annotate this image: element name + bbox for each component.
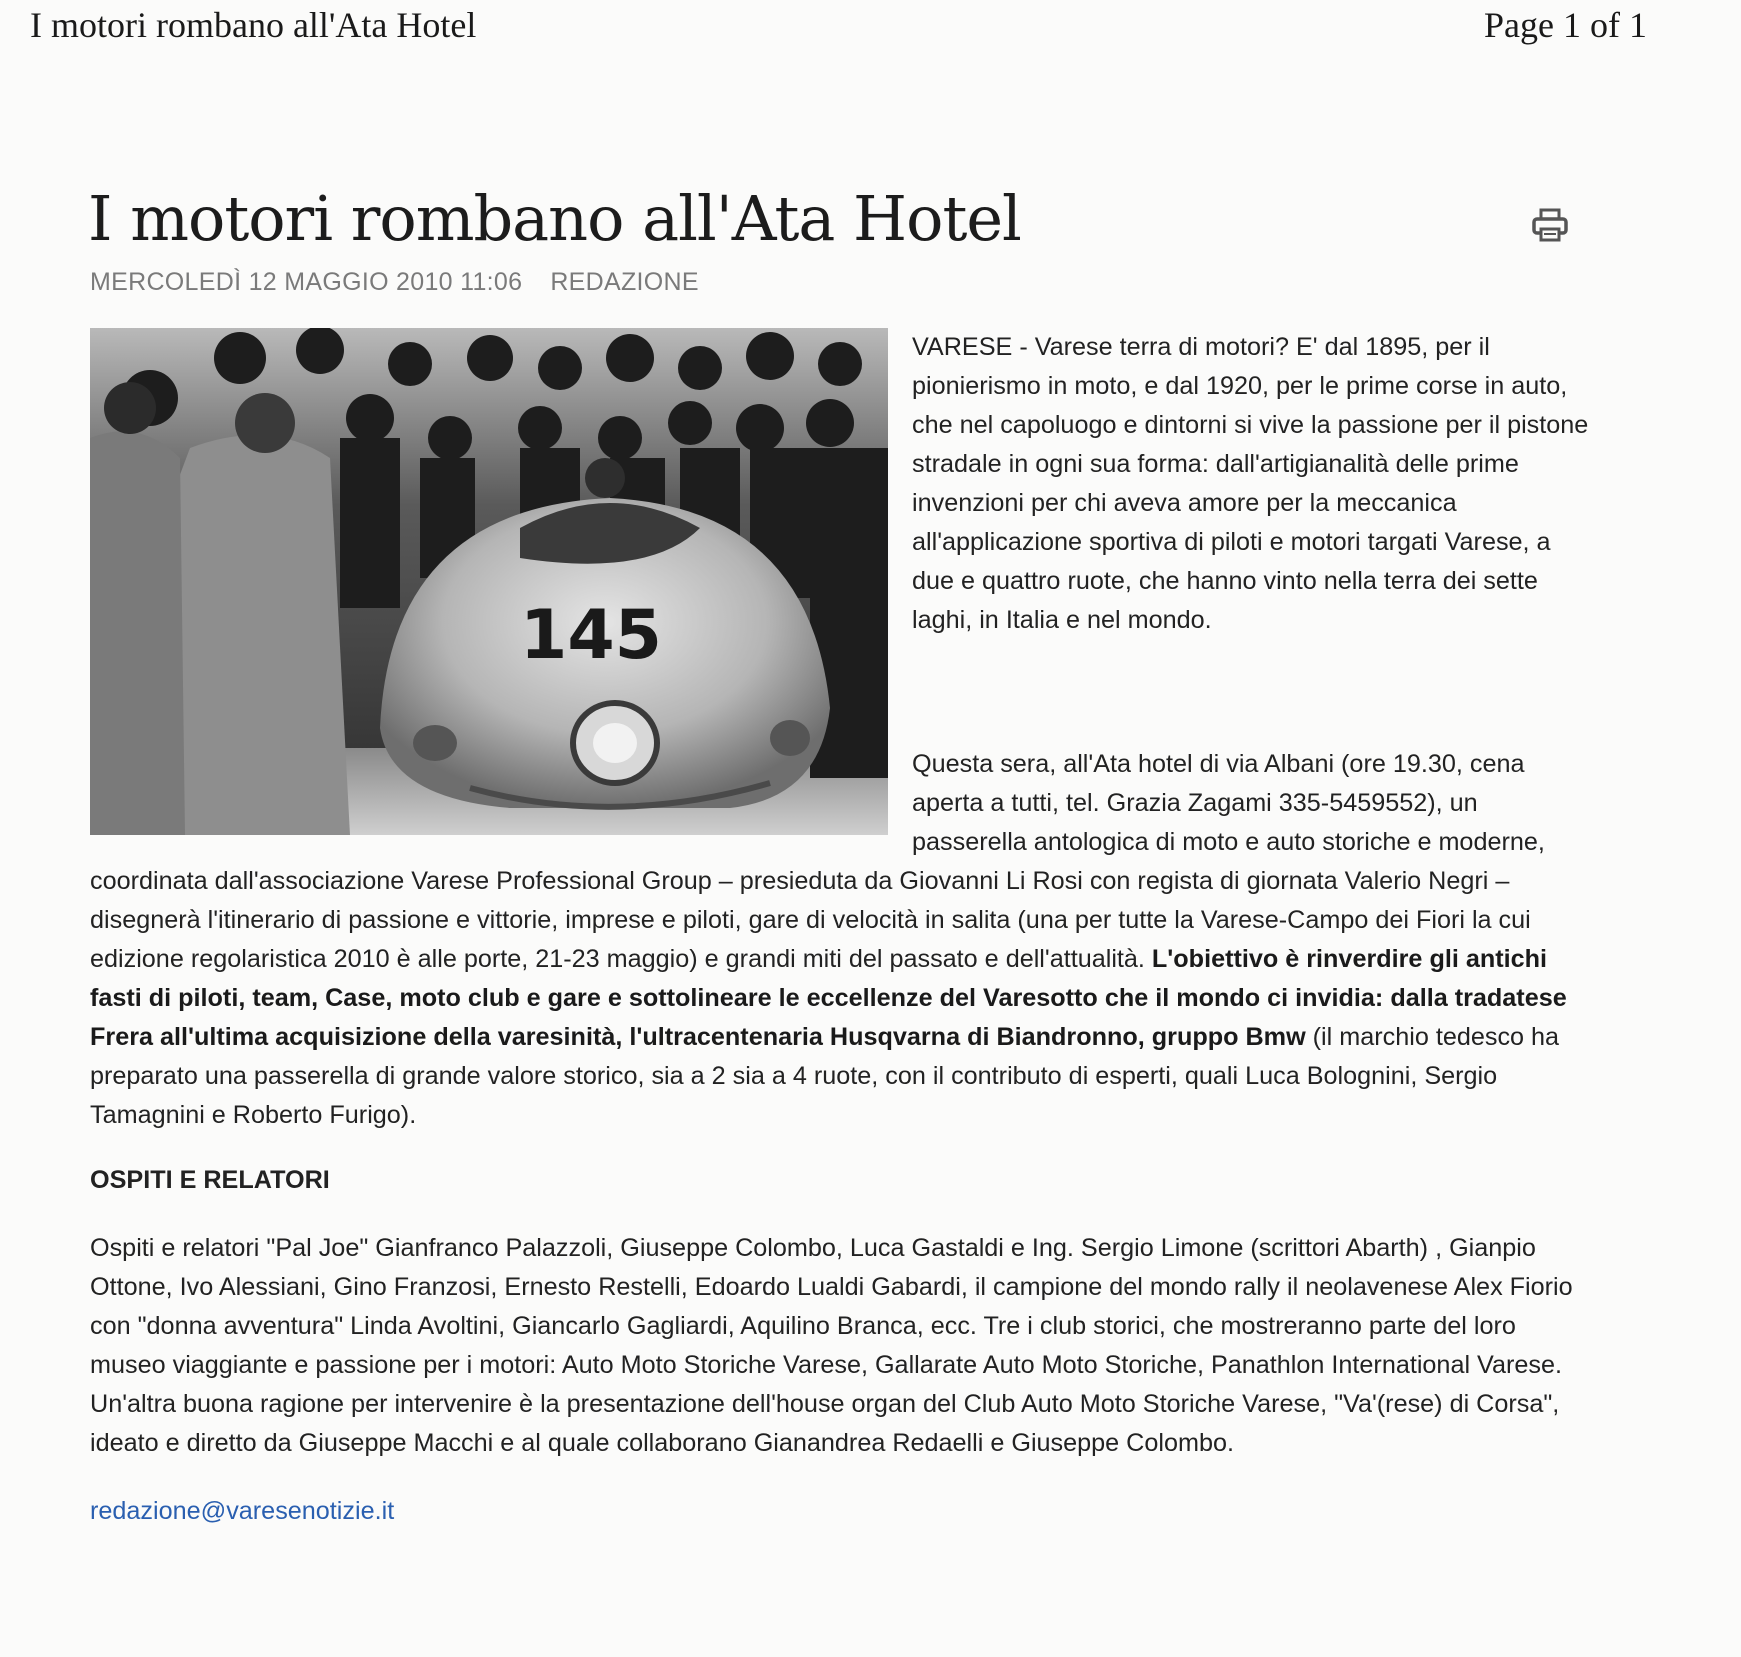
article-photo: [90, 328, 888, 835]
car-number: 145: [520, 596, 662, 675]
section-heading: OSPITI E RELATORI: [90, 1166, 330, 1194]
print-header-page-number: Page 1 of 1: [1484, 5, 1647, 45]
article-date: MERCOLEDÌ 12 MAGGIO 2010 11:06: [90, 268, 523, 296]
article-paragraph-guests: Ospiti e relatori "Pal Joe" Gianfranco Palazzoli, Giuseppe Colombo, Luca Gastaldi e Ing. Sergio Limone (scrittori Abarth) , Gianpio Ottone, Ivo Alessiani, Gino Franzosi, Ernesto Restelli, Edoardo Lualdi Gabardi, il campione del mondo rally il neolavenese Alex Fiorio con "donna avventura" Linda Avoltini, Giancarlo Gagliardi, Aquilino Branca, ecc. Tre i club storici, che mostreranno parte del loro museo viaggiante e passione per i motori: Auto Moto Storiche Varese, Gallarate Auto Moto Storiche, Panathlon International Varese. Un'altra buona ragione per intervenire è la presentazione dell'house organ del Club Auto Moto Storiche Varese, "Va'(rese) di Corsa", ideato e diretto da Giuseppe Macchi e al quale collaborano Gianandrea Redaelli e Giuseppe Colombo.: [90, 1234, 1573, 1457]
article-title: I motori rombano all'Ata Hotel: [88, 182, 1021, 255]
print-button[interactable]: [1530, 205, 1570, 245]
email-link[interactable]: redazione@varesenotizie.it: [90, 1497, 395, 1525]
article-author: REDAZIONE: [550, 268, 699, 296]
article-paragraph-event-end: (il marchio tedesco ha preparato una passerella di grande valore storico, sia a 2 sia a 4 ruote, con il contributo di esperti, quali Luca Bolognini, Sergio Tamagnini e Roberto Furigo).: [90, 1023, 1560, 1129]
article-paragraph-intro: VARESE - Varese terra di motori? E' dal 1895, per il pionierismo in moto, e dal 1920, per le prime corse in auto, che nel capoluogo e dintorni si vive la passione per il pistone stradale in ogni sua forma: dall'artigianalità delle prime invenzioni per chi aveva amore per la meccanica all'applicazione sportiva di piloti e motori targati Varese, a due e quattro ruote, che hanno vinto nella terra dei sette laghi, in Italia e nel mondo.: [912, 333, 1589, 634]
article-paragraph-event-text: Questa sera, all'Ata hotel di via Albani (ore 19.30, cena aperta a tutti, tel. Grazia Zagami 335-5459552), un passerella antologica di moto e auto storiche e moderne, coordinata dall'associazione Varese Professional Group – presieduta da Giovanni Li Rosi con regista di giornata Valerio Negri – disegnerà l'itinerario di passione e vittorie, imprese e piloti, gare di velocità in salita (una per tutte la Varese-Campo dei Fiori la cui edizione regolaristica 2010 è alle porte, 21-23 maggio) e grandi miti del passato e dell'attualità.: [90, 750, 1545, 973]
printer-icon: [1530, 205, 1570, 245]
article-meta: [90, 268, 699, 297]
article-paragraph-event-bold: L'obiettivo è rinverdire gli antichi fasti di piloti, team, Case, moto club e gare e sottolineare le eccellenze del Varesotto che il mondo ci invidia: dalla tradatese Frera all'ultima acquisizione della varesinità, l'ultracentenaria Husqvarna di Biandronno, gruppo Bmw: [90, 945, 1567, 1051]
print-header-title: I motori rombano all'Ata Hotel: [30, 5, 477, 45]
print-header: [0, 0, 1741, 50]
article-body: [90, 328, 1590, 1531]
